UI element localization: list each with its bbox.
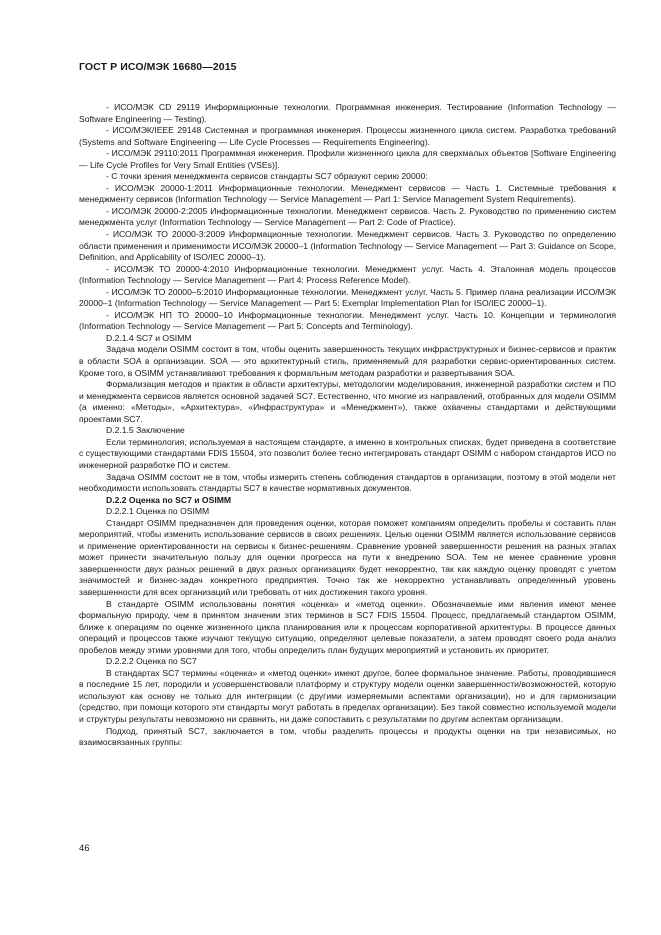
paragraph: Формализация методов и практик в области архитектуры, методологии моделирования, инженерной разработки систем и ПО и менеджмента сервисов является основной задачей SC7. Естественно, что многие из направлений, отобранных для модели OSIMM (а именно: «Методы», «Архитектура», «Инфраструктура» и «Менеджмент»), также охвачены стандартами и действующими проектами SC7. xyxy=(79,379,616,424)
paragraph: - ИСО/МЭК ТО 20000–5:2010 Информационные технологии. Менеджмент услуг. Часть 5. Пример плана реализации ИСО/МЭК 20000–1 (Information Technology — Service Management — Part 5: Exemplar Implementation Plan for ISO/IEC 20000–1). xyxy=(79,286,616,309)
paragraph: Задача OSIMM состоит не в том, чтобы измерить степень соблюдения стандартов в организации, поэтому в этой модели нет необходимости использовать стандарты SC7 в качестве нормативных документов. xyxy=(79,471,616,494)
subsection-heading: D.2.2.2 Оценка по SC7 xyxy=(106,656,197,667)
page-number: 46 xyxy=(79,843,90,854)
paragraph: - С точки зрения менеджмента сервисов стандарты SC7 образуют серию 20000: xyxy=(106,171,428,182)
paragraph: - ИСО/МЭК/IEEE 29148 Системная и программная инженерия. Процессы жизненного цикла систем. Разработка требований (Systems and Software Engineering — Life Cycle Processes — Requirements Engineering). xyxy=(79,125,616,147)
document-body xyxy=(79,102,616,749)
paragraph: - ИСО/МЭК ТО 20000-4:2010 Информационные технологии. Менеджмент услуг. Часть 4. Эталонная модель процессов (Information Technology — Service Management — Part 4: Process Reference Model). xyxy=(79,263,616,286)
document-header: ГОСТ Р ИСО/МЭК 16680—2015 xyxy=(79,61,237,73)
subsection-heading: D.2.1.5 Заключение xyxy=(106,425,185,436)
paragraph: - ИСО/МЭК 20000-1:2011 Информационные технологии. Менеджмент сервисов — Часть 1. Системные требования к менеджменту сервисов (Information Technology — Service Management — Part 1: Service Management System Requirements). xyxy=(79,182,616,205)
paragraph: В стандарте OSIMM использованы понятия «оценка» и «метод оценки». Обозначаемые ими явления имеют менее формальную природу, чем в принятом значении этих терминов в SC7 FDIS 15504. Процесс, предлагаемый стандартом OSIMM, ближе к операциям по оценке жизненного цикла планирования или к процессам корпоративной архитектуры. В процессе данных операций и процессов также изучают текущую ситуацию, определяют целевые показатели, а затем проводят своего рода анализ пробелов между этими уровнями для того, чтобы определить план будущих мероприятий и установить их приоритет. xyxy=(79,598,616,655)
paragraph: - ИСО/МЭК 29110:2011 Программная инженерия. Профили жизненного цикла для сверхмалых объектов [Software Engineering — Life Cycle Profiles for Very Small Entities (VSEs)]. xyxy=(79,148,616,170)
paragraph: Подход, принятый SC7, заключается в том, чтобы разделить процессы и продукты оценки на три независимых, но взаимосвязанных группы: xyxy=(79,725,616,748)
paragraph: Задача модели OSIMM состоит в том, чтобы оценить завершенность текущих инфраструктурных и бизнес-сервисов и практик в области SOA в организации. SOA — это архитектурный стиль, применяемый для разработки сервис-ориентированных систем. Кроме того, в OSIMM устанавливают требования к формальным методам разработки и развертывания SOA. xyxy=(79,344,616,378)
paragraph: Стандарт OSIMM предназначен для проведения оценки, которая поможет компаниям определить пробелы и составить план мероприятий, чтобы изменить использование сервисов в своих решениях. Целью оценки OSIMM является использование сервисов и применение ориентированности на сервисы к бизнес-решениям. Сравнение уровней завершенности решения на разных этапах может принести значительную пользу для оценки прогресса на пути к внедрению SOA. Тем не менее сравнение уровня завершенности двух разных решений в двух разных организациях будет некорректно, так как каждую оценку проводят с учетом значимостей и бизнес-задач конкретного предприятия. Точно так же некорректно устанавливать определенный уровень завершенности для всех организаций или требовать от них достижения такого уровня. xyxy=(79,517,616,597)
paragraph: - ИСО/МЭК CD 29119 Информационные технологии. Программная инженерия. Тестирование (Information Technology — Software Engineering — Testing). xyxy=(79,102,616,124)
subsection-heading: D.2.1.4 SC7 и OSIMM xyxy=(106,332,192,343)
paragraph: - ИСО/МЭК 20000-2:2005 Информационные технологии. Менеджмент сервисов. Часть 2. Руководство по применению систем менеджмента услуг (Information Technology — Service Management — Part 2: Code of Practice). xyxy=(79,205,616,228)
subsection-heading: D.2.2.1 Оценка по OSIMM xyxy=(106,506,210,517)
paragraph: - ИСО/МЭК ТО 20000-3:2009 Информационные технологии. Менеджмент сервисов. Часть 3. Руководство по определению области применения и применимости ИСО/МЭК 20000–1 (Information Technology — Service Management — Part 3: Guidance on Scope, Definition, and Applicability of ISO/IEC 20000–1). xyxy=(79,229,616,263)
paragraph: Если терминология, используемая в настоящем стандарте, а именно в контрольных списках, будет приведена в соответствие с существующими стандартами FDIS 15504, это позволит более тесно интегрировать стандарт OSIMM с набором стандартов ИСО по инженерной разработке ПО и систем. xyxy=(79,436,616,470)
paragraph: - ИСО/МЭК НП ТО 20000–10 Информационные технологии. Менеджмент услуг. Часть 10. Концепции и терминология (Information Technology — Service Management — Part 5: Concepts and Terminology). xyxy=(79,309,616,332)
paragraph: В стандартах SC7 термины «оценка» и «метод оценки» имеют другое, более формальное значение. Работы, проводившиеся в последние 15 лет, породили и усовершенствовали платформу и структуру модели оценки завершенности/возможностей, которую используют как основу не только для интеграции (с другими измеряемыми аспектами организации), но и для гармонизации (средство, при помощи которого эти стандарты могут работать в пределах организации). Без такой совместно используемой модели и структуры результаты невозможно ни сравнить, ни даже сопоставить с результатами по другим аспектам организации. xyxy=(79,667,616,724)
section-heading: D.2.2 Оценка по SC7 и OSIMM xyxy=(106,494,232,505)
